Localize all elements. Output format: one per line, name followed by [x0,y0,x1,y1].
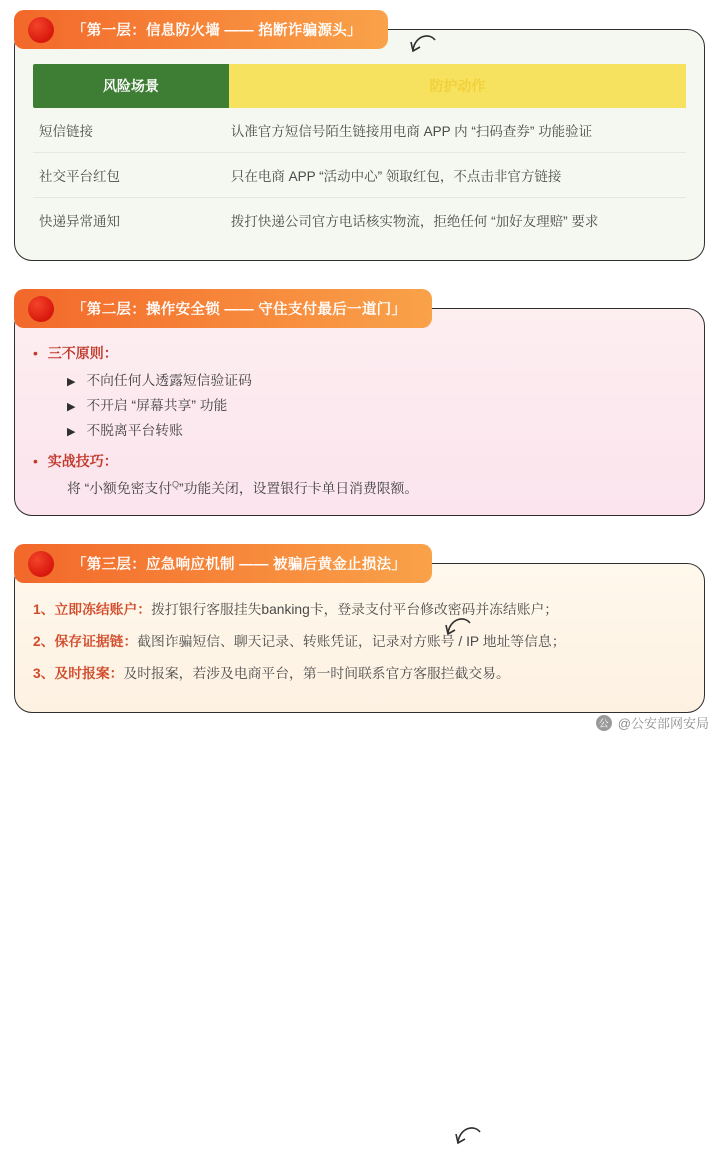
curved-arrow-icon [454,1120,484,1150]
tips-text-pre: 将 “小额免密支付 [67,481,173,496]
list-item [67,369,686,389]
section-3-header [14,544,432,583]
table-row [33,108,686,153]
police-badge-icon: 公 [596,715,612,731]
step-number: 2、 [33,634,55,649]
watermark-text: @公安部网安局 [617,716,709,731]
list-item [33,630,686,650]
sub-item-text: 不开启 “屏幕共享” 功能 [86,398,228,413]
sub-item-text: 不向任何人透露短信验证码 [86,373,252,388]
list-item [33,343,686,363]
table-cell-action: 拨打快递公司官方电话核实物流，拒绝任何 “加好友理赔” 要求 [230,214,599,229]
superscript-mark: Q [172,479,180,490]
list-item [67,394,686,414]
table-cell-scene: 快递异常通知 [39,214,120,229]
section-1-title: 「第一层：信息防火墙 —— 掐断诈骗源头」 [72,23,362,39]
triangle-icon: ▶ [67,401,76,413]
section-3-title: 「第三层：应急响应机制 —— 被骗后黄金止损法」 [72,557,407,573]
step-title: 及时报案： [54,666,124,681]
page-root [0,10,719,738]
tips-text [67,477,686,497]
sub-item-text: 不脱离平台转账 [86,423,183,438]
section-layer-1 [14,10,705,261]
step-text: 及时报案，若涉及电商平台，第一时间联系官方客服拦截交易。 [123,666,510,681]
table-header-scene: 风险场景 [33,64,229,108]
list-item [67,419,686,439]
step-title: 保存证据链： [54,634,138,649]
step-number: 1、 [33,602,55,617]
table-header-row [33,64,686,108]
table-cell-action: 认准官方短信号陌生链接用电商 APP 内 “扫码查券” 功能验证 [229,108,686,153]
table-row [33,198,686,243]
principle-title: 三不原则： [47,345,118,361]
table-cell-scene: 社交平台红包 [33,153,229,198]
section-2-header [14,289,432,328]
tips-title: 实战技巧： [47,453,118,469]
watermark [596,713,709,732]
bullet-icon: • [33,453,38,469]
section-2-body [14,308,705,516]
red-dot-icon [28,551,54,577]
list-item [33,662,686,682]
red-dot-icon [28,296,54,322]
list-item [33,598,686,618]
red-dot-icon [28,17,54,43]
section-3-body [14,563,705,713]
table-header-action: 防护动作 [229,64,686,108]
section-layer-3 [14,544,705,713]
emergency-steps [33,598,686,682]
section-2-title: 「第二层：操作安全锁 —— 守住支付最后一道门」 [72,302,407,318]
tips-text-post: ”功能关闭，设置银行卡单日消费限额。 [179,481,419,496]
step-text: 截图诈骗短信、聊天记录、转账凭证，记录对方账号 / IP 地址等信息； [137,634,566,649]
step-number: 3、 [33,666,55,681]
section-layer-2 [14,289,705,516]
table-cell-action: 只在电商 APP “活动中心” 领取红包，不点击非官方链接 [229,153,686,198]
table-cell-scene: 短信链接 [33,108,229,153]
triangle-icon: ▶ [67,376,76,388]
section-1-header [14,10,388,49]
step-text: 拨打银行客服挂失banking卡，登录支付平台修改密码并冻结账户； [151,602,559,617]
table-row [33,153,686,198]
section-1-body [14,29,705,261]
step-title: 立即冻结账户： [54,602,152,617]
risk-table [33,64,686,242]
bullet-icon: • [33,345,38,361]
list-item [33,451,686,471]
triangle-icon: ▶ [67,426,76,438]
